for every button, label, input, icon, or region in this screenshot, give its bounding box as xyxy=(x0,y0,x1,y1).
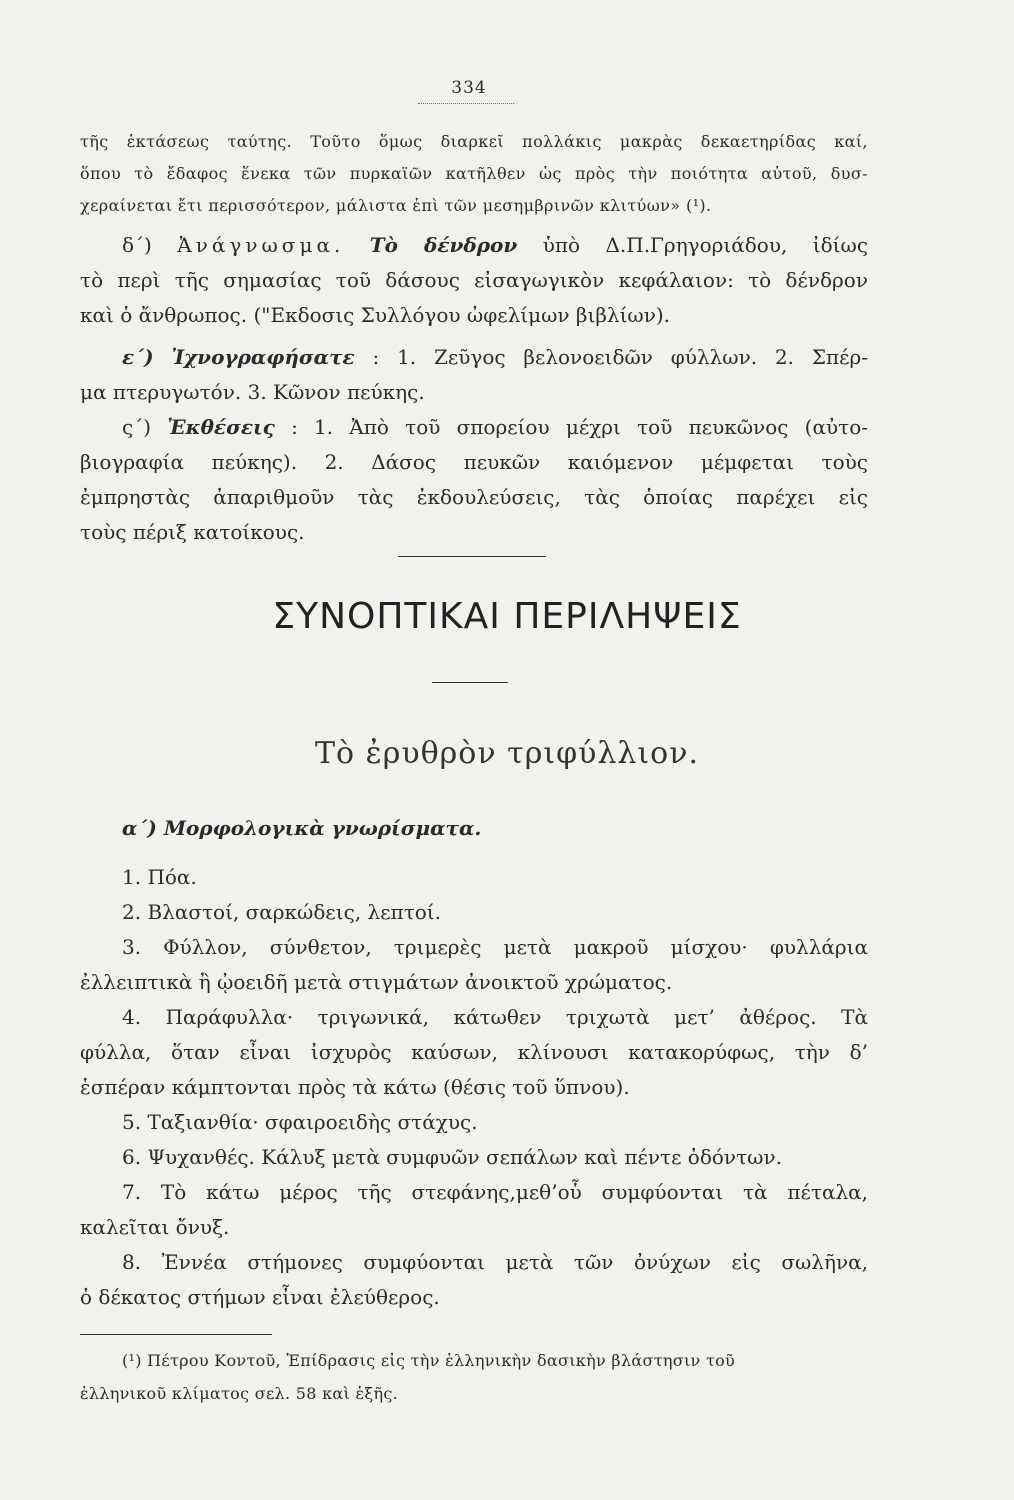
section-d-line-3: καὶ ὁ ἄνθρωπος. ("Εκδοσις Συλλόγου ὠφελίμων βιβλίων). xyxy=(80,303,671,327)
list-item: 1. Πόα. xyxy=(122,865,197,889)
section-e-line-1 xyxy=(80,340,868,375)
list-item-continuation: ἑσπέραν κάμπτονται πρὸς τὰ κάτω (θέσις τοῦ ὕπνου). xyxy=(80,1075,630,1099)
section-e-line-2: μα πτερυγωτόν. 3. Κῶνον πεύκης. xyxy=(80,380,425,404)
section-e xyxy=(80,340,868,410)
footnote-line-2: ἑλληνικοῦ κλίματος σελ. 58 καὶ ἑξῆς. xyxy=(80,1384,399,1403)
title-divider xyxy=(432,682,508,683)
intro-line-2: ὅπου τὸ ἔδαφος ἕνεκα τῶν πυρκαϊῶν κατῆλθεν ὡς πρὸς τὴν ποιότητα αὐτοῦ, δυσ- xyxy=(80,164,868,183)
section-st-title: Ἐκθέσεις xyxy=(167,415,275,439)
list-item: 6. Ψυχανθές. Κάλυξ μετὰ συμφυῶν σεπάλων καὶ πέντε ὀδόντων. xyxy=(122,1145,782,1169)
page-number-rule xyxy=(418,103,514,104)
feature-list xyxy=(80,860,868,1315)
section-d xyxy=(80,228,868,333)
list-item: 2. Βλαστοί, σαρκώδεις, λεπτοί. xyxy=(122,900,442,924)
list-item: 5. Ταξιανθία· σφαιροειδὴς στάχυς. xyxy=(122,1110,478,1134)
section-e-rest: : 1. Ζεῦγος βελονοειδῶν φύλλων. 2. Σπέρ- xyxy=(372,345,869,369)
section-d-line-2: τὸ περὶ τῆς σημασίας τοῦ δάσους εἰσαγωγικὸν κεφάλαιον: τὸ δένδρον xyxy=(80,268,868,292)
list-item-continuation: καλεῖται ὄνυξ. xyxy=(80,1215,230,1239)
section-e-marker: ε΄) xyxy=(122,345,154,369)
subhead: α΄) Μορφολογικὰ γνωρίσματα. xyxy=(122,816,482,840)
list-item-continuation: ὁ δέκατος στήμων εἶναι ἐλεύθερος. xyxy=(80,1285,440,1309)
section-d-marker: δ΄) xyxy=(122,233,152,257)
section-d-rest: ὑπὸ Δ.Π.Γρηγοριάδου, ἰδίως xyxy=(542,233,869,257)
sub-title: Τὸ ἐρυθρὸν τριφύλλιον. xyxy=(315,736,699,771)
section-st xyxy=(80,410,868,550)
section-st-line-2: βιογραφία πεύκης). 2. Δάσος πευκῶν καιόμενον μέμφεται τοὺς xyxy=(80,450,868,474)
section-e-title: Ἰχνογραφήσατε xyxy=(171,345,355,369)
section-st-rest: : 1. Ἀπὸ τοῦ σπορείου μέχρι τοῦ πευκῶνος (αὐτο- xyxy=(291,415,869,439)
list-item-continuation: φύλλα, ὅταν εἶναι ἰσχυρὸς καύσων, κλίνουσι κατακορύφως, τὴν δ’ xyxy=(80,1040,868,1064)
section-divider xyxy=(398,556,546,557)
list-item: 3. Φύλλον, σύνθετον, τριμερὲς μετὰ μακροῦ μίσχου· φυλλάρια xyxy=(122,935,868,959)
intro-paragraph xyxy=(80,126,868,222)
section-st-line-1 xyxy=(80,410,868,445)
section-d-label: Ἀνάγνωσμα. xyxy=(177,233,345,257)
footnotes xyxy=(80,1344,868,1410)
list-item: 4. Παράφυλλα· τριγωνικά, κάτωθεν τριχωτὰ μετ’ ἀθέρος. Τὰ xyxy=(122,1005,868,1029)
section-title: ΣΥΝΟΠΤΙΚΑΙ ΠΕΡΙΛΗΨΕΙΣ xyxy=(272,596,742,637)
list-item: 8. Ἐννέα στήμονες συμφύονται μετὰ τῶν ὀνύχων εἰς σωλῆνα, xyxy=(122,1250,868,1274)
footnote-rule xyxy=(80,1334,272,1335)
footnote-line-1: (¹) Πέτρου Κοντοῦ, Ἐπίδρασις εἰς τὴν ἑλληνικὴν δασικὴν βλάστησιν τοῦ xyxy=(122,1351,736,1370)
section-st-marker: ς΄) xyxy=(122,415,152,439)
section-d-title: Τὸ δένδρον xyxy=(369,233,518,257)
intro-line-1: τῆς ἐκτάσεως ταύτης. Τοῦτο ὅμως διαρκεῖ πολλάκις μακρὰς δεκαετηρίδας καί, xyxy=(80,132,868,151)
intro-line-3: χεραίνεται ἔτι περισσότερον, μάλιστα ἐπὶ τῶν μεσημβρινῶν κλιτύων» (¹). xyxy=(80,196,712,215)
section-st-line-3: ἐμπρηστὰς ἀπαριθμοῦν τὰς ἐκδουλεύσεις, τὰς ὁποίας παρέχει εἰς xyxy=(80,485,868,509)
section-st-line-4: τοὺς πέριξ κατοίκους. xyxy=(80,520,305,544)
list-item: 7. Τὸ κάτω μέρος τῆς στεφάνης,μεθ’οὗ συμφύονται τὰ πέταλα, xyxy=(122,1180,868,1204)
section-d-line-1 xyxy=(80,228,868,263)
page-number: 334 xyxy=(451,78,487,98)
list-item-continuation: ἐλλειπτικὰ ἢ ᾠοειδῆ μετὰ στιγμάτων ἀνοικτοῦ χρώματος. xyxy=(80,970,673,994)
